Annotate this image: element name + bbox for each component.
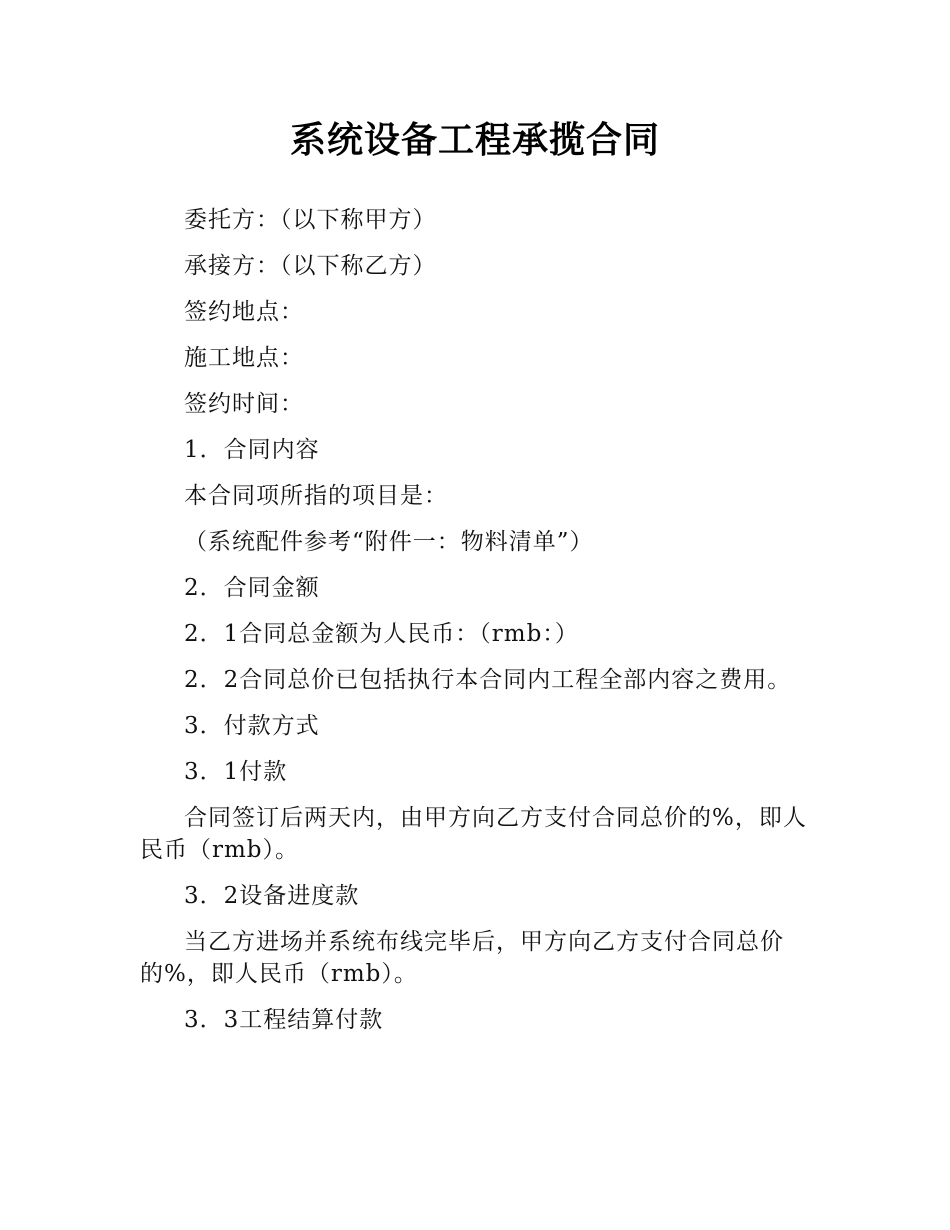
section-heading-contract-amount: 2．合同金额 (184, 575, 320, 601)
paragraph-initial-payment: 合同签订后两天内，由甲方向乙方支付合同总价的%，即人民币（rmb）。 (140, 805, 807, 863)
subsection-heading-payment: 3．1付款 (184, 759, 288, 785)
paragraph-price-includes: 2．2合同总价已包括执行本合同内工程全部内容之费用。 (184, 667, 792, 693)
paragraph-progress-payment: 当乙方进场并系统布线完毕后，甲方向乙方支付合同总价的%，即人民币（rmb）。 (140, 929, 784, 987)
subsection-heading-settlement-payment: 3．3工程结算付款 (184, 1007, 384, 1033)
paragraph-signing-time: 签约时间： (184, 391, 304, 417)
document-title: 系统设备工程承揽合同 (289, 120, 660, 161)
section-heading-contract-content: 1．合同内容 (184, 437, 320, 463)
subsection-heading-progress-payment: 3．2设备进度款 (184, 883, 360, 909)
section-heading-payment-method: 3．付款方式 (184, 713, 320, 739)
paragraph-project-scope: 本合同项所指的项目是： (184, 483, 448, 509)
paragraph-construction-place: 施工地点： (184, 345, 304, 371)
paragraph-signing-place: 签约地点： (184, 299, 304, 325)
paragraph-total-amount: 2．1合同总金额为人民币：（rmb：） (184, 621, 579, 647)
paragraph-client: 委托方：（以下称甲方） (184, 207, 437, 233)
document-body (140, 197, 815, 1043)
paragraph-contractor: 承接方：（以下称乙方） (184, 253, 437, 279)
paragraph-parts-reference: （系统配件参考“附件一：物料清单”） (184, 529, 594, 555)
